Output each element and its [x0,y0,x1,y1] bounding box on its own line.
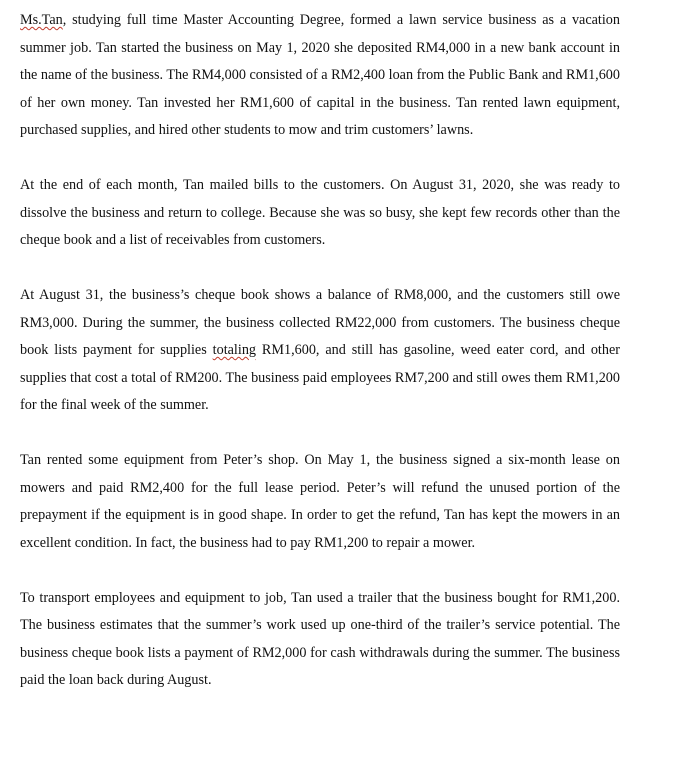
paragraph-text: Tan rented some equipment from Peter’s shop. On May 1, the business signed a six-month lease on mowers and paid RM2,400 for the full lease period. Peter’s will refund the unused portion of the prepayment if the equipment is in good shape. In order to get the refund, Tan has kept the mowers in an excellent condition. In fact, the business had to pay RM1,200 to repair a mower. [20,452,620,551]
paragraph-billing [20,172,620,255]
paragraph-text: At the end of each month, Tan mailed bills to the customers. On August 31, 2020, she was ready to dissolve the business and return to college. Because she was so busy, she kept few records other than the cheque book and a list of receivables from customers. [20,177,620,248]
paragraph-text: , studying full time Master Accounting Degree, formed a lawn service business as a vacation summer job. Tan started the business on May 1, 2020 she deposited RM4,000 in a new bank account in the name of the business. The RM4,000 consisted of a RM2,400 loan from the Public Bank and RM1,600 of her own money. Tan invested her RM1,600 of capital in the business. Tan rented lawn equipment, purchased supplies, and hired other students to mow and trim customers’ lawns. [20,12,620,138]
paragraph-equipment-lease [20,447,620,557]
document-page [20,7,620,695]
spellcheck-flagged-word[interactable]: totaling [212,342,257,358]
paragraph-business-formation [20,7,620,145]
spellcheck-flagged-word[interactable]: Ms.Tan [20,12,63,28]
paragraph-text: At August 31, the business’s cheque book shows a balance of RM8,000, and the customers still owe RM3,000. During the summer, the business collected RM22,000 from customers. The business cheque book lists payment for supplies [20,287,620,358]
paragraph-trailer [20,585,620,695]
paragraph-cheque-book [20,282,620,420]
paragraph-text: To transport employees and equipment to job, Tan used a trailer that the business bought for RM1,200. The business estimates that the summer’s work used up one-third of the trailer’s service potential. The business cheque book lists a payment of RM2,000 for cash withdrawals during the summer. The business paid the loan back during August. [20,589,620,688]
paragraph-text: RM1,600, and still has gasoline, weed eater cord, and other supplies that cost a total of RM200. The business paid employees RM7,200 and still owes them RM1,200 for the final week of the summer. [20,342,620,413]
